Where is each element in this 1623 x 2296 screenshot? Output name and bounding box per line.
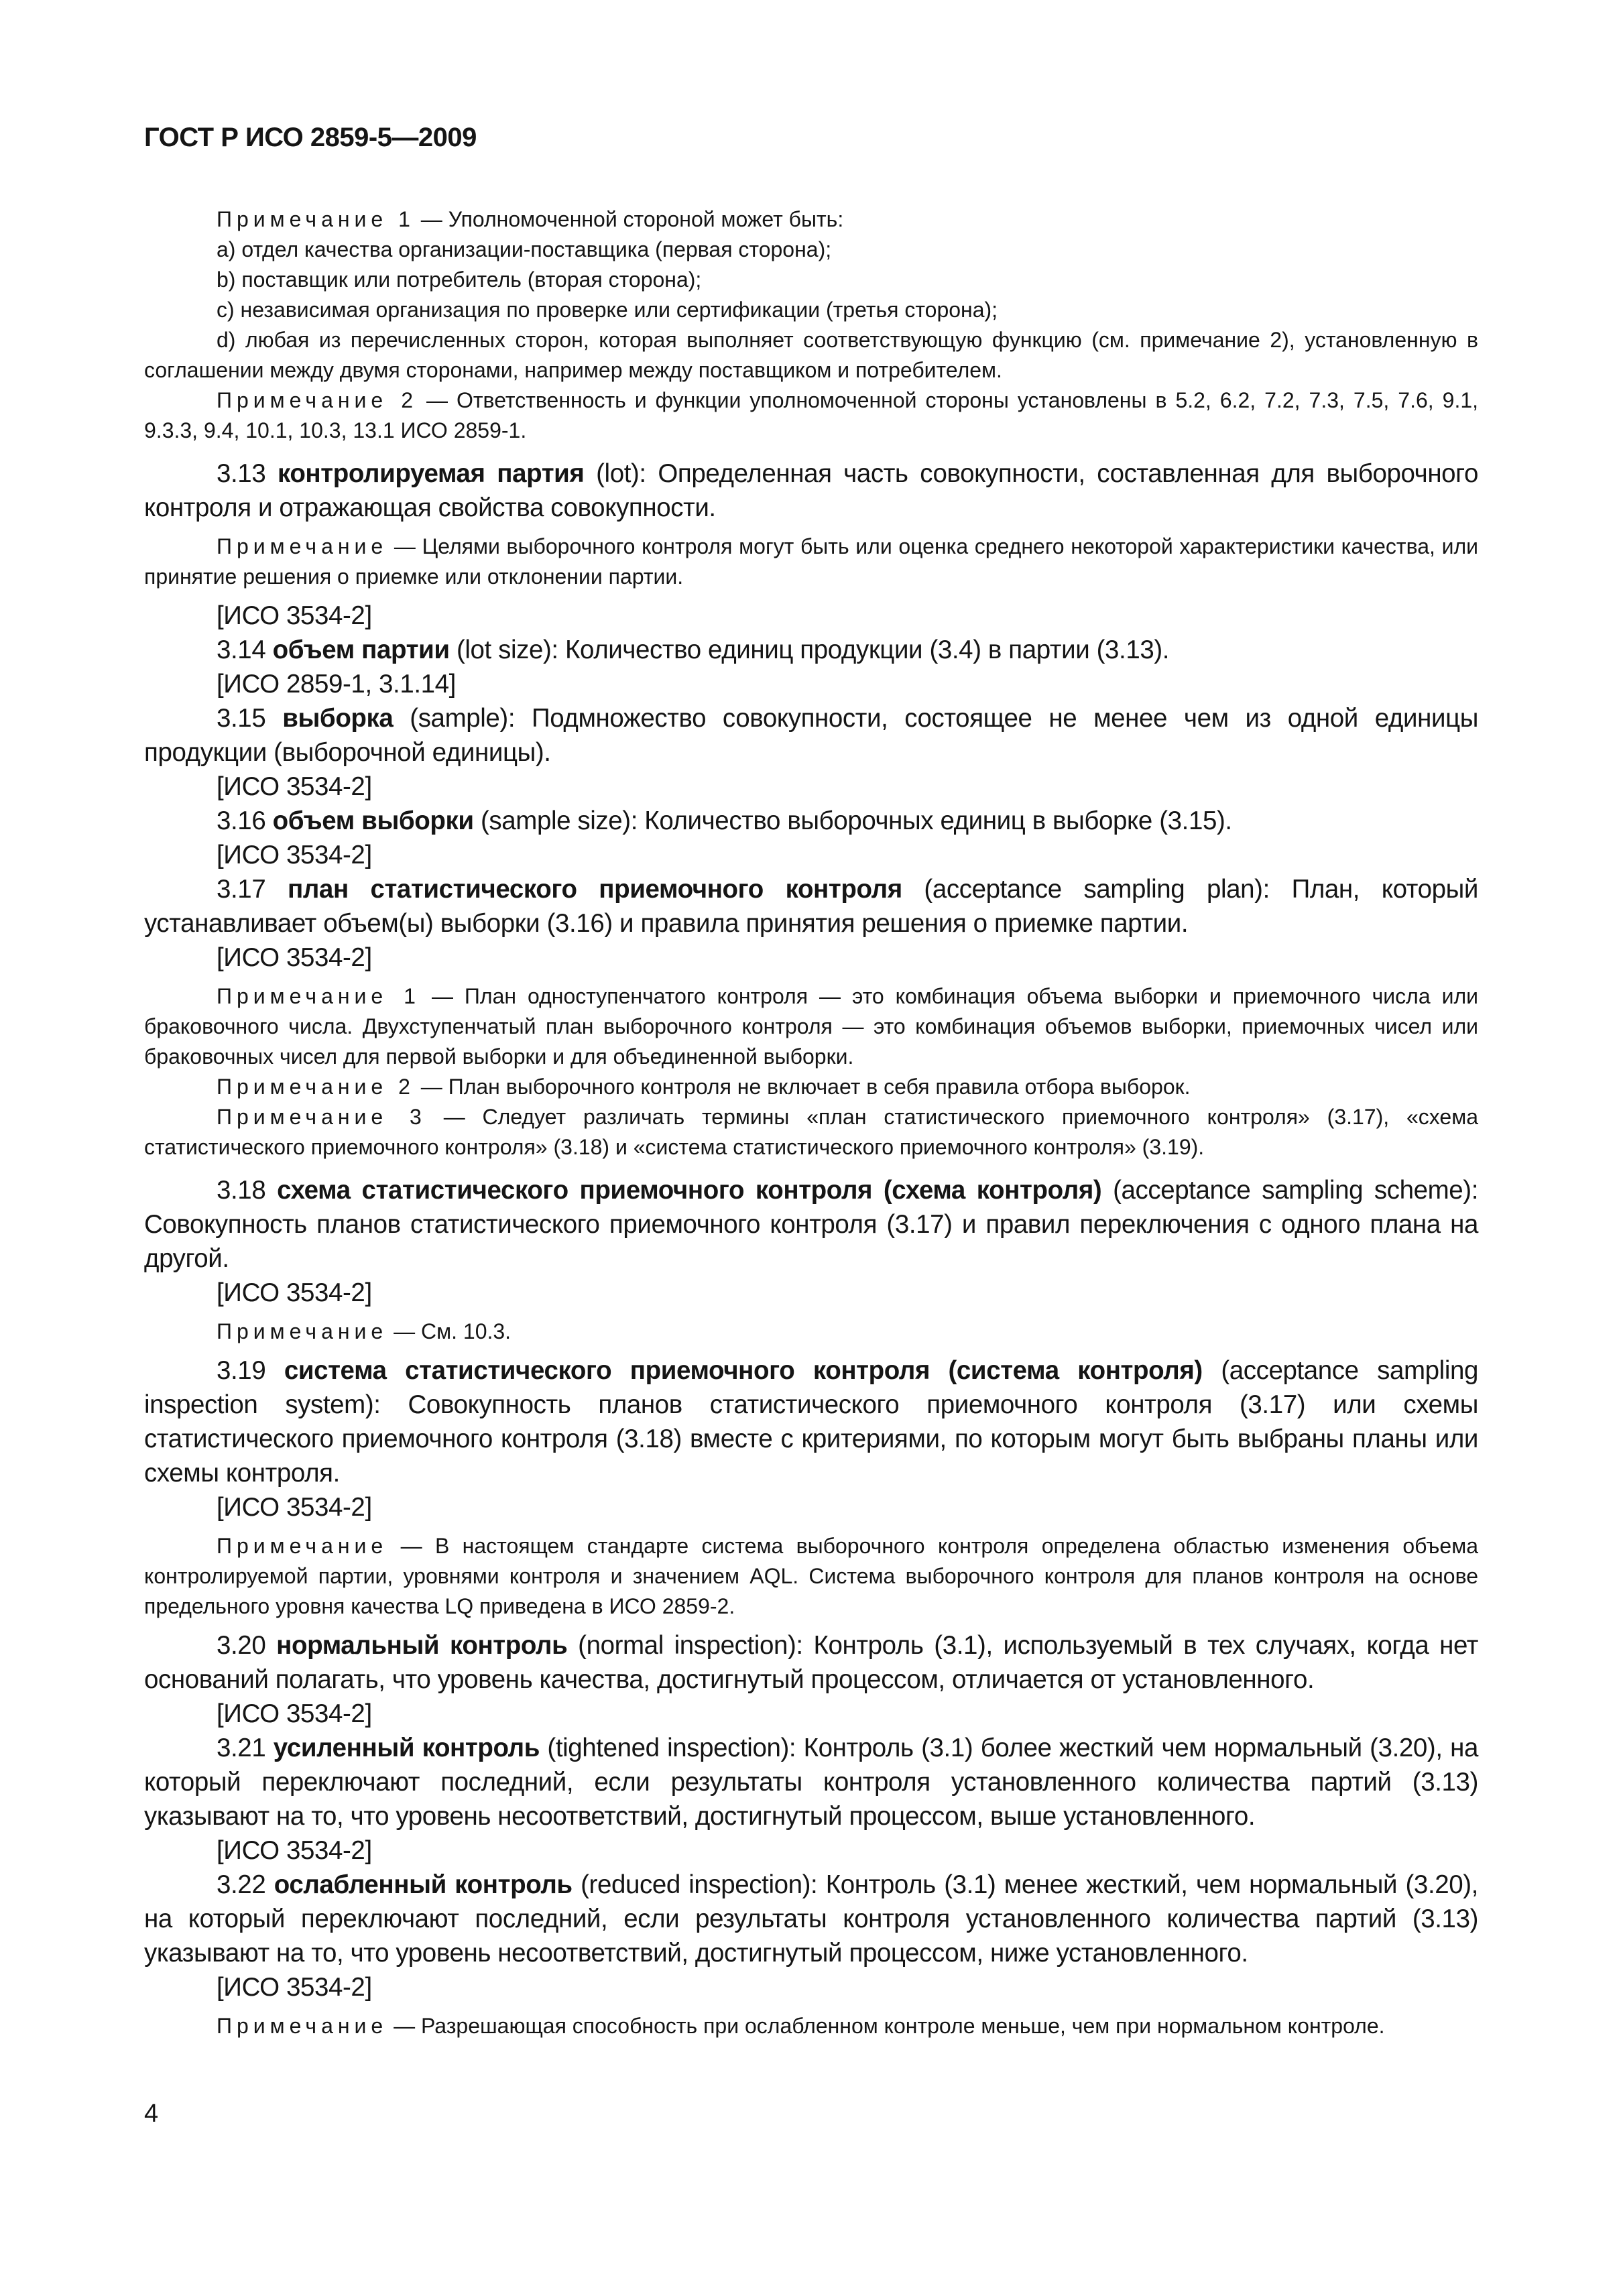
note-item-d: d) любая из перечисленных сторон, которая выполняет соответствующую функцию (см. примечание 2), установленную в соглашении между двумя сторонами, например между поставщиком и потребителем. xyxy=(144,328,1478,382)
note-3-22: Примечание — Разрешающая способность при ослабленном контроле меньше, чем при нормальном контроле. xyxy=(217,2014,1385,2038)
term-3-15: 3.15 выборка (sample): Подмножество совокупности, состоящее не менее чем из одной единицы продукции (выборочной единицы). xyxy=(144,704,1478,767)
reference-3-20: [ИСО 3534-2] xyxy=(217,1699,372,1728)
note-3-18: Примечание — См. 10.3. xyxy=(217,1319,512,1343)
standard-header: ГОСТ Р ИСО 2859-5—2009 xyxy=(144,123,477,152)
note-3-17-2: Примечание 2 — План выборочного контроля не включает в себя правила отбора выборок. xyxy=(217,1075,1191,1099)
term-3-14: 3.14 объем партии (lot size): Количество единиц продукции (3.4) в партии (3.13). xyxy=(217,636,1170,664)
note-item-a: a) отдел качества организации-поставщика (первая сторона); xyxy=(217,237,832,261)
reference-3-19: [ИСО 3534-2] xyxy=(217,1493,372,1522)
term-3-18: 3.18 схема статистического приемочного контроля (схема контроля) (acceptance sampling scheme): Совокупность планов статистического приемочного контроля (3.17) и правил переключения с одного плана на другой. xyxy=(144,1176,1478,1273)
reference-3-13: [ИСО 3534-2] xyxy=(217,601,372,630)
note-item-b: b) поставщик или потребитель (вторая сторона); xyxy=(217,267,702,292)
reference-3-21: [ИСО 3534-2] xyxy=(217,1836,372,1865)
note-3-13: Примечание — Целями выборочного контроля могут быть или оценка среднего некоторой характеристики качества, или принятие решения о приемке или отклонении партии. xyxy=(144,534,1479,589)
page-number: 4 xyxy=(144,2100,159,2128)
reference-3-16: [ИСО 3534-2] xyxy=(217,841,372,869)
term-3-16: 3.16 объем выборки (sample size): Количество выборочных единиц в выборке (3.15). xyxy=(217,806,1232,835)
term-3-13: 3.13 контролируемая партия (lot): Определенная часть совокупности, составленная для выборочного контроля и отражающая свойства совокупности. xyxy=(144,459,1478,522)
reference-3-22: [ИСО 3534-2] xyxy=(217,1973,372,2002)
note-3-19: Примечание — В настоящем стандарте система выборочного контроля определена областью изменения объема контролируемой партии, уровнями контроля и значением AQL. Система выборочного контроля для планов контроля на основе предельного уровня качества LQ приведена в ИСО 2859-2. xyxy=(144,1534,1479,1618)
term-3-21: 3.21 усиленный контроль (tightened inspection): Контроль (3.1) более жесткий чем нормальный (3.20), на который переключают последний, если результаты контроля установленного количества партий (3.13) указывают на то, что уровень несоответствий, достигнутый процессом, выше установленного. xyxy=(144,1734,1478,1831)
reference-3-15: [ИСО 3534-2] xyxy=(217,772,372,801)
note-3-17-3: Примечание 3 — Следует различать термины «план статистического приемочного контроля» (3.17), «схема статистического приемочного контроля» (3.18) и «система статистического приемочного контроля» (3.19). xyxy=(144,1105,1479,1159)
reference-3-14: [ИСО 2859-1, 3.1.14] xyxy=(217,670,456,699)
note-item-c: c) независимая организация по проверке или сертификации (третья сторона); xyxy=(217,298,998,322)
reference-3-18: [ИСО 3534-2] xyxy=(217,1278,372,1307)
reference-3-17: [ИСО 3534-2] xyxy=(217,943,372,972)
note-3-17-1: Примечание 1 — План одноступенчатого контроля — это комбинация объема выборки и приемочного числа или браковочного числа. Двухступенчатый план выборочного контроля — это комбинация объемов выборки, приемочных чисел или браковочных чисел для первой выборки и для объединенной выборки. xyxy=(144,984,1479,1069)
term-3-19: 3.19 система статистического приемочного контроля (система контроля) (acceptance sampling inspection system): Совокупность планов статистического приемочного контроля (3.17) или схемы статистического приемочного контроля (3.18) вместе с критериями, по которым могут быть выбраны планы или схемы контроля. xyxy=(144,1356,1479,1488)
term-3-17: 3.17 план статистического приемочного контроля (acceptance sampling plan): План, который устанавливает объем(ы) выборки (3.16) и правила принятия решения о приемке партии. xyxy=(144,875,1478,938)
note-2-responsibilities: Примечание 2 — Ответственность и функции уполномоченной стороны установлены в 5.2, 6.2, 7.2, 7.3, 7.5, 7.6, 9.1, 9.3.3, 9.4, 10.1, 10.3, 13.1 ИСО 2859-1. xyxy=(144,388,1479,442)
note-1-authorized-party: Примечание 1 — Уполномоченной стороной может быть: xyxy=(217,207,844,231)
term-3-20: 3.20 нормальный контроль (normal inspection): Контроль (3.1), используемый в тех случаях, когда нет оснований полагать, что уровень качества, достигнутый процессом, отличается от установленного. xyxy=(144,1631,1478,1694)
page-body xyxy=(144,204,1478,2041)
term-3-22: 3.22 ослабленный контроль (reduced inspection): Контроль (3.1) менее жесткий, чем нормальный (3.20), на который переключают последний, если результаты контроля установленного количества партий (3.13) указывают на то, что уровень несоответствий, достигнутый процессом, ниже установленного. xyxy=(144,1870,1478,1968)
